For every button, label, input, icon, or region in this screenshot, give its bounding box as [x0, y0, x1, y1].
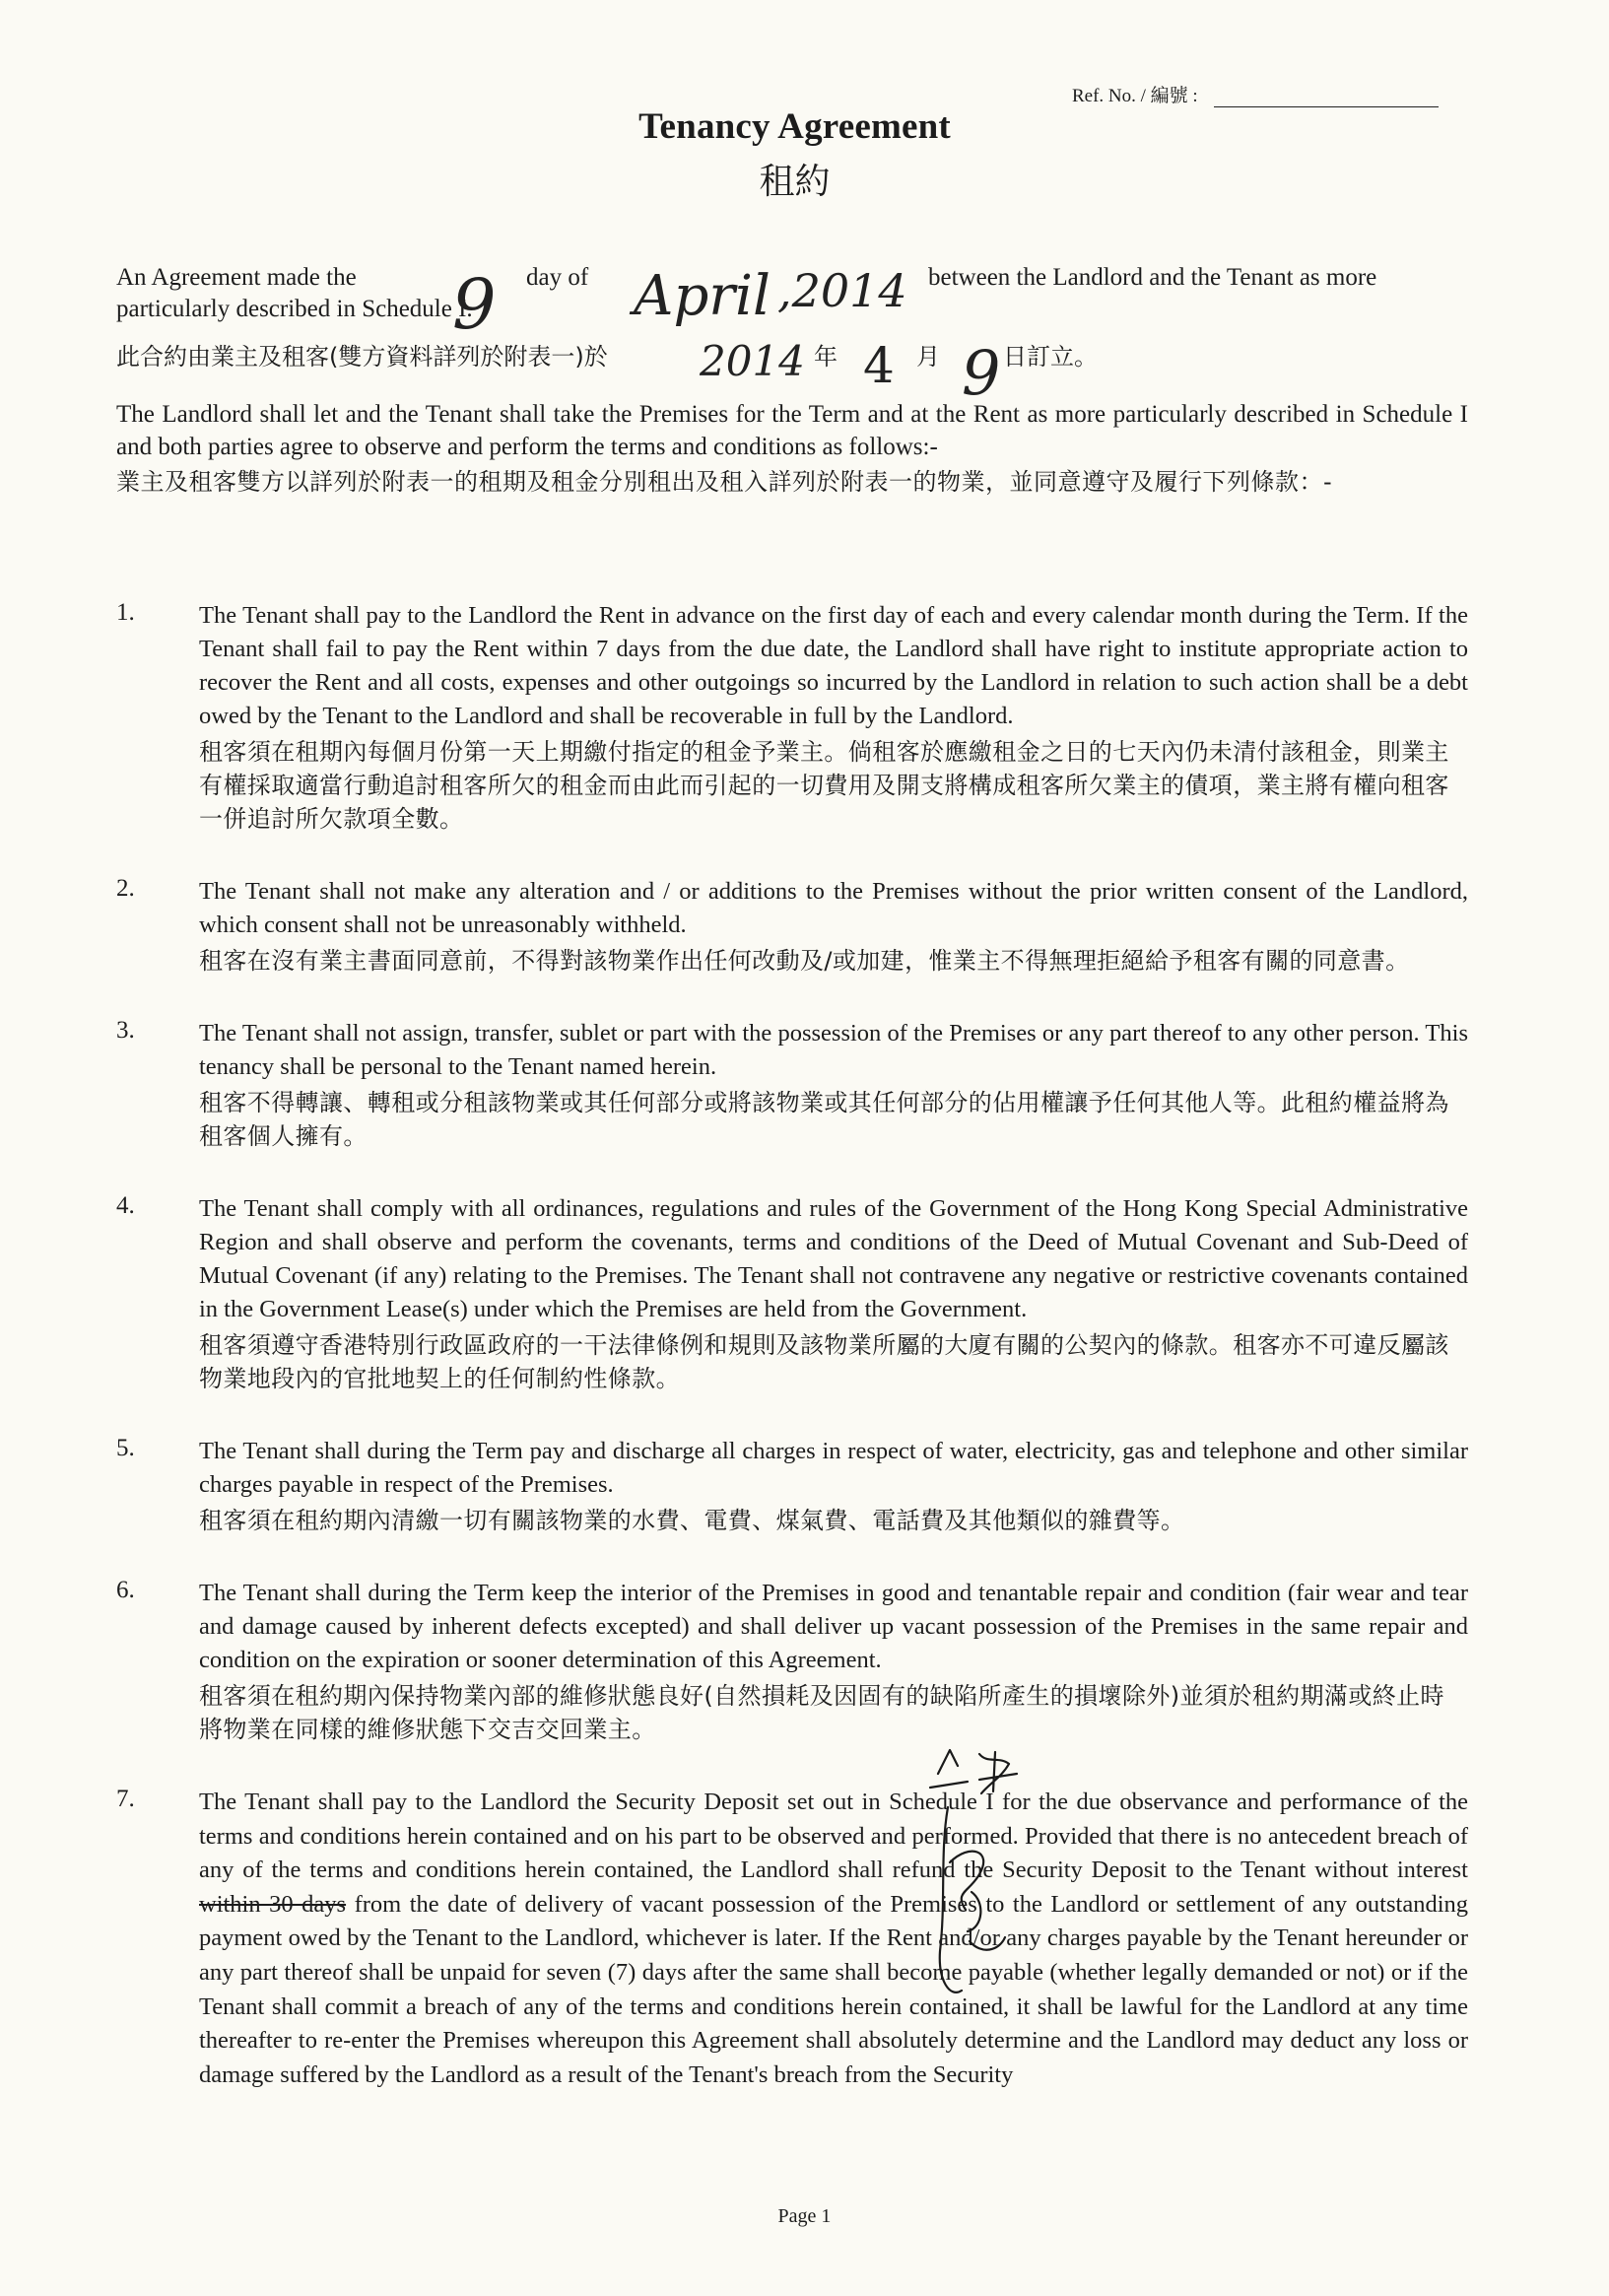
page-number: Page 1	[777, 2205, 832, 2227]
between-label: between the Landlord and the Tenant as more	[928, 264, 1377, 291]
clause-english: The Tenant shall during the Term keep the interior of the Premises in good and tenantable repair and condition (fair wear and tear and damage caused by inherent defects excepted) and shall deliver up vacant possession of the Premises in the same repair and condition on the expiration or sooner determination of this Agreement.	[199, 1580, 1468, 1673]
intro-english: The Landlord shall let and the Tenant shall take the Premises for the Term and at the Rent as more particularly described in Schedule I and both parties agree to observe and perform the terms and conditions as follows:-	[116, 401, 1468, 460]
zh-month-unit: 月	[916, 343, 940, 371]
clause-english	[199, 1786, 1468, 2092]
reference-number	[1072, 81, 1439, 107]
agreement-made-label: An Agreement made the	[116, 264, 357, 291]
day-of-label: day of	[526, 264, 589, 291]
clause-3	[116, 1017, 1468, 1153]
schedule-reference: particularly described in Schedule I.	[116, 296, 473, 322]
page-title: Tenancy Agreement	[638, 106, 951, 147]
intro-chinese: 業主及租客雙方以詳列於附表一的租期及租金分別租出及租入詳列於附表一的物業，並同意遵守及履行下列條款：-	[116, 468, 1333, 496]
clause-chinese: 租客須在租約期內保持物業內部的維修狀態良好(自然損耗及因固有的缺陷所產生的損壞除外)並須於租約期滿或終止時將物業在同樣的維修狀態下交吉交回業主。	[199, 1682, 1444, 1743]
clause-chinese: 租客須遵守香港特別行政區政府的一干法律條例和規則及該物業所屬的大廈有關的公契內的條款。租客亦不可違反屬該物業地段內的官批地契上的任何制約性條款。	[199, 1331, 1449, 1392]
page-title-chinese: 租約	[759, 162, 831, 202]
handwritten-zh-month: 4	[863, 337, 895, 394]
agreement-zh-suffix: 日訂立。	[1003, 343, 1098, 371]
clause-number: 4.	[116, 1192, 135, 1219]
clause-number: 6.	[116, 1577, 135, 1603]
clause-chinese: 租客須在租約期內清繳一切有關該物業的水費、電費、煤氣費、電話費及其他類似的雜費等。	[199, 1507, 1185, 1534]
clause-2	[116, 875, 1468, 978]
clause-english: The Tenant shall not assign, transfer, sublet or part with the possession of the Premises or any part thereof to any other person. This tenancy shall be personal to the Tenant named herein.	[199, 1020, 1468, 1080]
clause-number: 2.	[116, 875, 135, 902]
handwritten-day: 9	[452, 264, 497, 345]
struck-out-text: within 30 days	[199, 1890, 347, 1918]
handwritten-signature	[910, 1744, 1039, 2010]
handwritten-year: ,2014	[777, 264, 907, 317]
clause-english: The Tenant shall comply with all ordinances, regulations and rules of the Government of the Hong Kong Special Administrative Region and shall observe and perform the covenants, terms and conditions of the Deed of Mutual Covenant and Sub-Deed of Mutual Covenant (if any) relating to the Premises. The Tenant shall not contravene any negative or restrictive covenants contained in the Government Lease(s) under which the Premises are held from the Government.	[199, 1195, 1468, 1322]
clause-english: The Tenant shall during the Term pay and discharge all charges in respect of water, electricity, gas and telephone and other similar charges payable in respect of the Premises.	[199, 1438, 1468, 1498]
ref-label: Ref. No. / 編號 :	[1072, 86, 1198, 106]
agreement-zh-prefix: 此合約由業主及租客(雙方資料詳列於附表一)於	[116, 343, 608, 371]
clause-number: 7.	[116, 1786, 135, 1812]
clause-number: 1.	[116, 599, 135, 626]
clause-1	[116, 599, 1468, 836]
clause-6	[116, 1577, 1468, 1746]
clause-number: 3.	[116, 1017, 135, 1044]
clause-7	[116, 1786, 1468, 2092]
clause-chinese: 租客在沒有業主書面同意前，不得對該物業作出任何改動及/或加建，惟業主不得無理拒絕給予租客有關的同意書。	[199, 947, 1410, 975]
clause-7-text-part-1: The Tenant shall pay to the Landlord the Security Deposit set out in Schedule I for the due observance and performance of the terms and conditions herein contained and on his part to be observed and performed. Provided that there is no antecedent breach of any of the terms and conditions herein contained, the Landlord shall refund the Security Deposit to the Tenant without interest	[199, 1789, 1468, 1884]
intro-paragraph	[116, 398, 1468, 499]
clauses-list	[116, 599, 1468, 2131]
clause-english: The Tenant shall pay to the Landlord the Rent in advance on the first day of each and every calendar month during the Term. If the Tenant shall fail to pay the Rent within 7 days from the due date, the Landlord shall have right to institute appropriate action to recover the Rent and all costs, expenses and other outgoings so incurred by the Landlord in relation to such action shall be a debt owed by the Tenant to the Landlord and shall be recoverable in full by the Landlord.	[199, 602, 1468, 729]
ref-blank-line	[1214, 87, 1439, 107]
clause-number: 5.	[116, 1435, 135, 1461]
clause-7-text-part-2: from the date of delivery of vacant possession of the Premises to the Landlord or settlement of any outstanding payment owed by the Tenant to the Landlord, whichever is later. If the Rent and/or any charges payable by the Tenant hereunder or any part thereof shall be unpaid for seven (7) days after the same shall become payable (whether legally demanded or not) or if the Tenant shall commit a breach of any of the terms and conditions herein contained, it shall be lawful for the Landlord at any time thereafter to re-enter the Premises whereupon this Agreement shall absolutely determine and the Landlord may deduct any loss or damage suffered by the Landlord as a result of the Tenant's breach from the Security	[199, 1890, 1469, 2088]
handwritten-zh-day: 9	[962, 337, 1001, 409]
zh-year-unit: 年	[814, 343, 838, 371]
handwritten-month: April	[634, 264, 771, 328]
clause-english: The Tenant shall not make any alteration and / or additions to the Premises without the prior written consent of the Landlord, which consent shall not be unreasonably withheld.	[199, 878, 1468, 938]
handwritten-zh-year: 2014	[700, 337, 805, 385]
clause-4	[116, 1192, 1468, 1395]
clause-chinese: 租客不得轉讓、轉租或分租該物業或其任何部分或將該物業或其任何部分的佔用權讓予任何其他人等。此租約權益將為租客個人擁有。	[199, 1089, 1449, 1150]
agreement-date-block	[116, 264, 1468, 409]
clause-5	[116, 1435, 1468, 1537]
clause-chinese: 租客須在租期內每個月份第一天上期繳付指定的租金予業主。倘租客於應繳租金之日的七天內仍未清付該租金，則業主有權採取適當行動追討租客所欠的租金而由此而引起的一切費用及開支將構成租客所欠業主的債項，業主將有權向租客一併追討所欠款項全數。	[199, 738, 1449, 833]
